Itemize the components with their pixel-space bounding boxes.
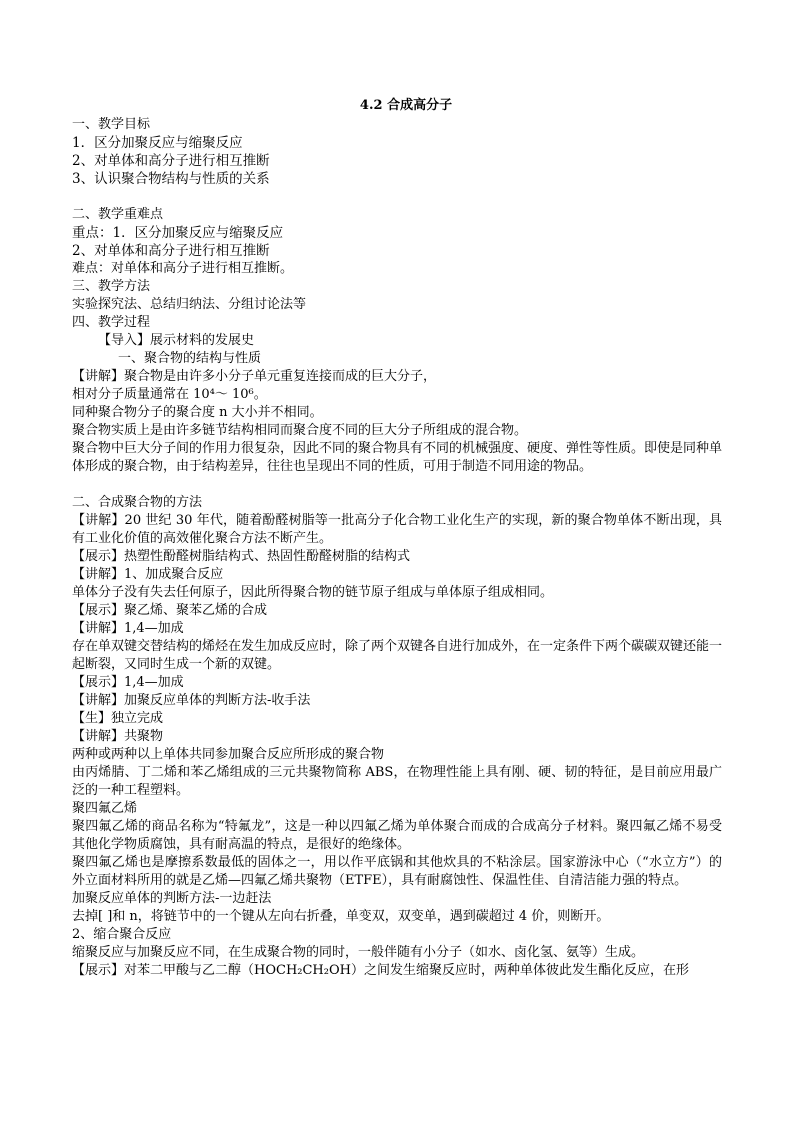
- section-heading: 四、教学过程: [72, 315, 151, 330]
- section-heading: 一、教学目标: [72, 117, 151, 132]
- paragraph: 聚四氟乙烯的商品名称为“特氟龙”，这是一种以四氟乙烯为单体聚合而成的合成高分子材料。聚四氟乙烯不易受其他化学物质腐蚀，具有耐高温的特点，是很好的绝缘体。: [72, 819, 722, 852]
- page-title: 4.2 合成高分子: [359, 98, 453, 113]
- text-line: 重点：1．区分加聚反应与缩聚反应: [72, 225, 284, 241]
- blank-line: [72, 188, 722, 206]
- subsection-heading: 一、聚合物的结构与性质: [118, 351, 262, 366]
- document-page: [72, 96, 722, 980]
- text-line: 加聚反应单体的判断方法-一边赶法: [72, 891, 272, 906]
- text-line: 去掉[ ]和 n，将链节中的一个键从左向右折叠，单变双，双变单，遇到碳超过 4 价，则断开。: [72, 909, 610, 924]
- text-line: 1．区分加聚反应与缩聚反应: [72, 135, 243, 151]
- text-line: 2、对单体和高分子进行相互推断: [72, 153, 270, 169]
- text-line: 【展示】聚乙烯、聚苯乙烯的合成: [72, 603, 268, 618]
- text-line: 【讲解】1、加成聚合反应: [72, 567, 224, 582]
- text-line: 【讲解】1,4—加成: [72, 621, 184, 636]
- text-line: 两种或两种以上单体共同参加聚合反应所形成的聚合物: [72, 747, 385, 762]
- text-line: 单体分子没有失去任何原子，因此所得聚合物的链节原子组成与单体原子组成相同。: [72, 585, 554, 600]
- paragraph: 【讲解】20 世纪 30 年代，随着酚醛树脂等一批高分子化合物工业化生产的实现，新的聚合物单体不断出现，具有工业化价值的高效催化聚合方法不断产生。: [72, 513, 722, 546]
- section-heading: 二、合成聚合物的方法: [72, 495, 203, 510]
- paragraph: 由丙烯腈、丁二烯和苯乙烯组成的三元共聚物简称 ABS，在物理性能上具有刚、硬、韧的特征，是目前应用最广泛的一种工程塑料。: [72, 765, 722, 798]
- text-line: 难点：对单体和高分子进行相互推断。: [72, 261, 294, 276]
- blank-line: [72, 476, 722, 494]
- text-line: 【生】独立完成: [72, 711, 164, 726]
- paragraph: 聚合物中巨大分子间的作用力很复杂，因此不同的聚合物具有不同的机械强度、硬度、弹性等性质。即使是同种单体形成的聚合物，由于结构差异，往往也呈现出不同的性质，可用于制造不同用途的物品。: [72, 441, 723, 474]
- paragraph: 存在单双键交替结构的烯烃在发生加成反应时，除了两个双键各自进行加成外，在一定条件下两个碳碳双键还能一起断裂，又同时生成一个新的双键。: [72, 639, 723, 672]
- section-heading: 二、教学重难点: [72, 207, 164, 222]
- text-line: 2、对单体和高分子进行相互推断: [72, 243, 270, 259]
- text-line: 实验探究法、总结归纳法、分组讨论法等: [72, 297, 307, 312]
- text-line: 【展示】对苯二甲酸与乙二醇（HOCH₂CH₂OH）之间发生缩聚反应时，两种单体彼此发生酯化反应，在形: [72, 963, 689, 978]
- text-line: 缩聚反应与加聚反应不同，在生成聚合物的同时，一般伴随有小分子（如水、卤化氢、氨等）生成。: [72, 945, 645, 960]
- text-line: 2、缩合聚合反应: [72, 927, 172, 942]
- text-line: 【展示】热塑性酚醛树脂结构式、热固性酚醛树脂的结构式: [72, 549, 411, 564]
- text-line: 【导入】展示材料的发展史: [98, 333, 255, 348]
- section-heading: 三、教学方法: [72, 279, 151, 294]
- text-line: 【讲解】加聚反应单体的判断方法-收手法: [72, 693, 311, 708]
- text-line: 【讲解】共聚物: [72, 729, 164, 744]
- text-line: 聚合物实质上是由许多链节结构相同而聚合度不同的巨大分子所组成的混合物。: [72, 423, 528, 438]
- text-line: 聚四氟乙烯: [72, 801, 138, 816]
- paragraph: 聚四氟乙烯也是摩擦系数最低的固体之一，用以作平底锅和其他炊具的不粘涂层。国家游泳中心（“水立方”）的外立面材料所用的就是乙烯—四氟乙烯共聚物（ETFE），具有耐腐蚀性、保温性佳、自清洁能力强的特点。: [72, 855, 722, 888]
- text-line: 【展示】1,4—加成: [72, 675, 184, 690]
- text-line: 相对分子质量通常在 10⁴～ 10⁶。: [72, 387, 267, 402]
- text-line: 同种聚合物分子的聚合度 n 大小并不相同。: [72, 405, 323, 420]
- text-line: 【讲解】聚合物是由许多小分子单元重复连接而成的巨大分子，: [72, 369, 437, 384]
- text-line: 3、认识聚合物结构与性质的关系: [72, 171, 270, 187]
